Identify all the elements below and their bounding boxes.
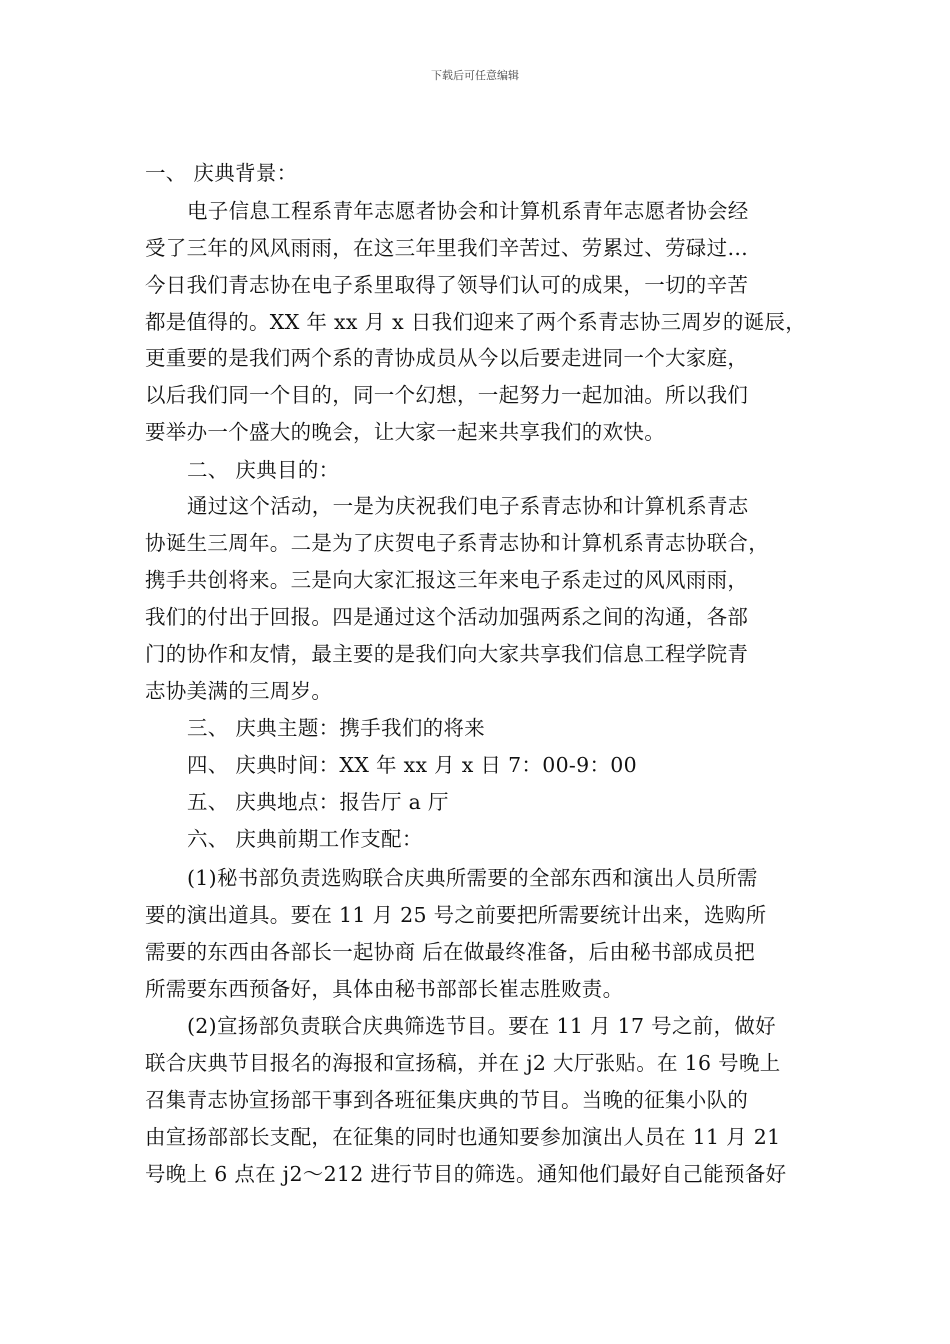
paragraph-line: 所需要东西预备好，具体由秘书部部长崔志胜败责。 [145,977,624,1001]
paragraph-line: 要的演出道具。要在 11 月 25 号之前要把所需要统计出来，选购所 [145,903,767,927]
section-heading-location: 五、 庆典地点：报告厅 a 厅 [187,790,449,814]
paragraph-line: 以后我们同一个目的，同一个幻想，一起努力一起加油。所以我们 [145,383,749,407]
paragraph-line: 我们的付出于回报。四是通过这个活动加强两系之间的沟通，各部 [145,605,749,629]
page-header: 下载后可任意编辑 [431,69,519,82]
paragraph-line: 受了三年的风风雨雨，在这三年里我们辛苦过、劳累过、劳碌过… [145,236,749,260]
paragraph-line: 需要的东西由各部长一起协商 后在做最终准备，后由秘书部成员把 [145,940,756,964]
paragraph-line: 门的协作和友情，最主要的是我们向大家共享我们信息工程学院青 [145,642,749,666]
paragraph-line: 协诞生三周年。二是为了庆贺电子系青志协和计算机系青志协联合， [145,531,769,555]
paragraph-line: 都是值得的。XX 年 xx 月 x 日我们迎来了两个系青志协三周岁的诞辰， [145,310,807,334]
section-heading-time: 四、 庆典时间：XX 年 xx 月 x 日 7：00-9：00 [187,753,637,777]
paragraph-line: (1)秘书部负责选购联合庆典所需要的全部东西和演出人员所需 [187,866,758,890]
paragraph-line: 由宣扬部部长支配，在征集的同时也通知要参加演出人员在 11 月 21 [145,1125,781,1149]
section-heading-purpose: 二、 庆典目的： [187,458,340,482]
paragraph-line: 今日我们青志协在电子系里取得了领导们认可的成果，一切的辛苦 [145,273,749,297]
section-heading-background: 一、 庆典背景： [145,161,298,185]
paragraph-line: 通过这个活动，一是为庆祝我们电子系青志协和计算机系青志 [187,494,749,518]
section-heading-theme: 三、 庆典主题：携手我们的将来 [187,716,486,740]
paragraph-line: 要举办一个盛大的晚会，让大家一起来共享我们的欢快。 [145,420,665,444]
paragraph-line: (2)宣扬部负责联合庆典筛选节目。要在 11 月 17 号之前，做好 [187,1014,776,1038]
paragraph-line: 更重要的是我们两个系的青协成员从今以后要走进同一个大家庭， [145,346,749,370]
paragraph-line: 志协美满的三周岁。 [145,679,333,703]
paragraph-line: 召集青志协宣扬部干事到各班征集庆典的节目。当晚的征集小队的 [145,1088,749,1112]
paragraph-line: 联合庆典节目报名的海报和宣扬稿，并在 j2 大厅张贴。在 16 号晚上 [145,1051,781,1075]
paragraph-line: 电子信息工程系青年志愿者协会和计算机系青年志愿者协会经 [187,199,749,223]
section-heading-preparation: 六、 庆典前期工作支配： [187,827,423,851]
paragraph-line: 携手共创将来。三是向大家汇报这三年来电子系走过的风风雨雨， [145,568,749,592]
paragraph-line: 号晚上 6 点在 j2～212 进行节目的筛选。通知他们最好自己能预备好 [145,1162,787,1186]
